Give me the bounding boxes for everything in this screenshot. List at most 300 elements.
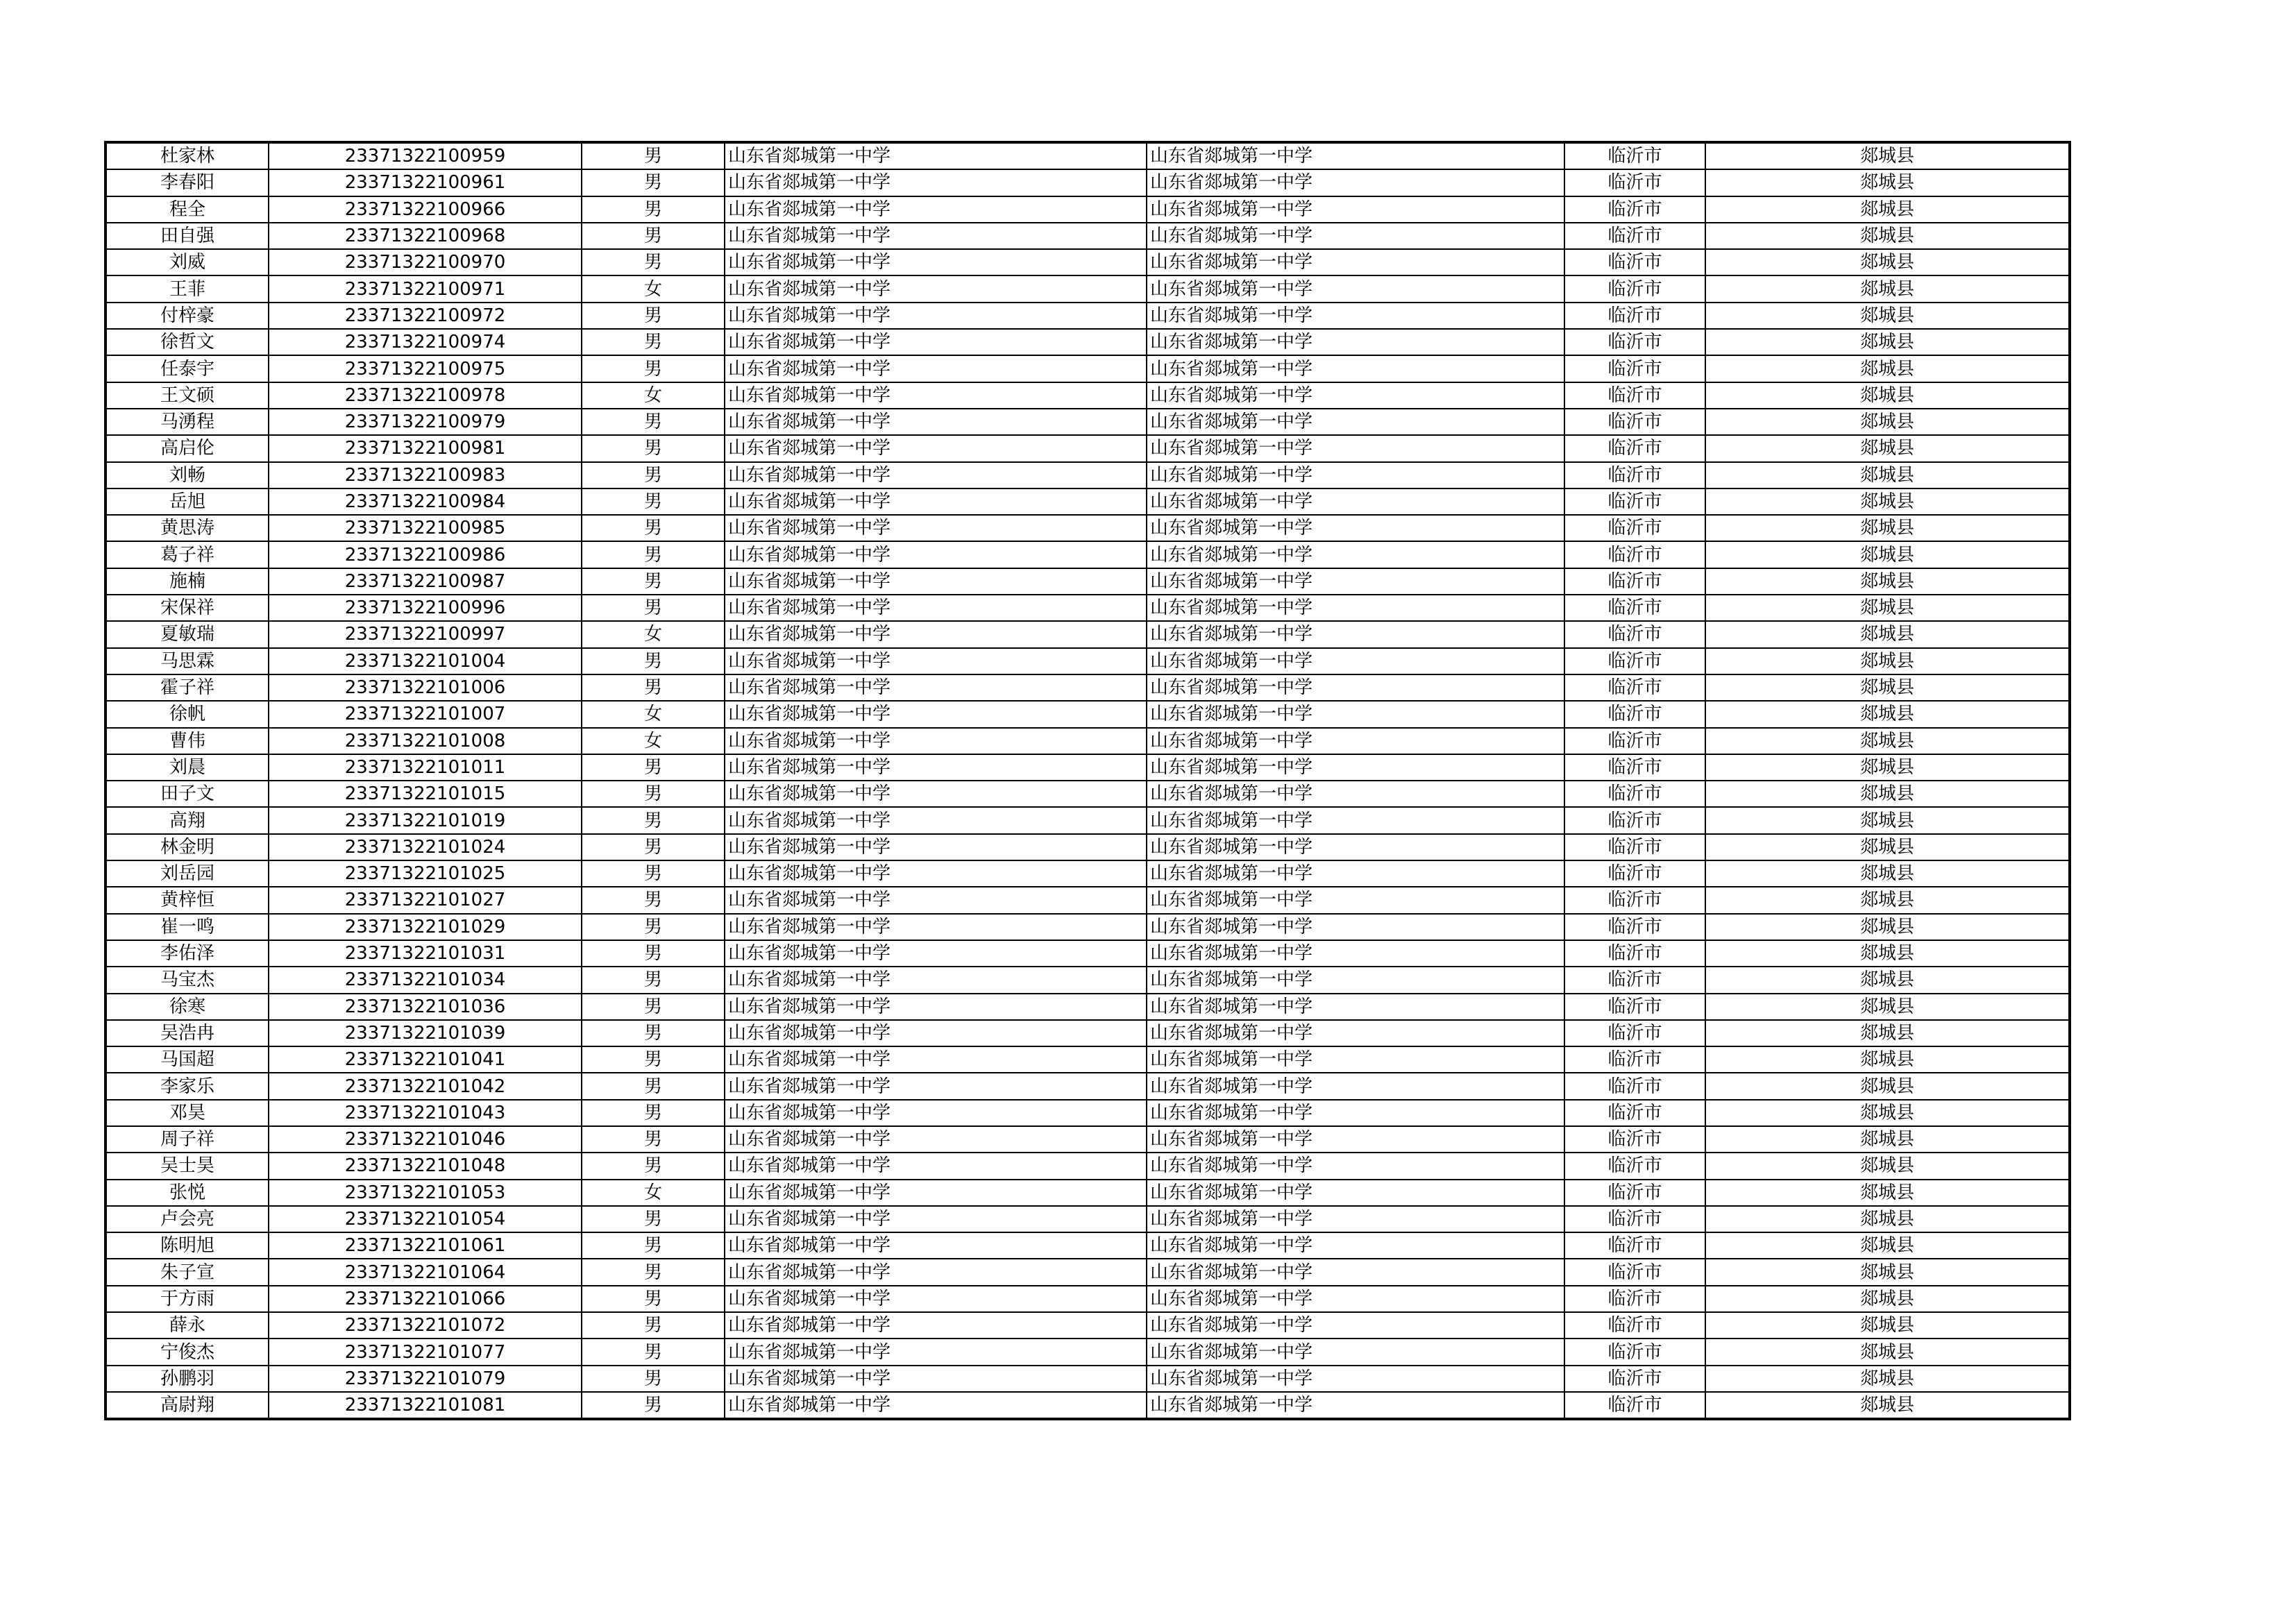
- gender-cell: 男: [582, 568, 725, 595]
- county-cell: 郯城县: [1705, 994, 2070, 1020]
- county-cell: 郯城县: [1705, 1232, 2070, 1259]
- exam-id-cell: 23371322101036: [269, 994, 582, 1020]
- county-cell: 郯城县: [1705, 648, 2070, 674]
- school-cell: 山东省郯城第一中学: [725, 914, 1147, 940]
- city-cell: 临沂市: [1564, 462, 1705, 488]
- school-cell-2: 山东省郯城第一中学: [1147, 382, 1564, 409]
- school-cell: 山东省郯城第一中学: [725, 275, 1147, 302]
- student-name-cell: 吴士昊: [105, 1153, 269, 1179]
- school-cell-2: 山东省郯城第一中学: [1147, 329, 1564, 355]
- city-cell: 临沂市: [1564, 409, 1705, 435]
- student-name-cell: 葛子祥: [105, 541, 269, 568]
- city-cell: 临沂市: [1564, 1339, 1705, 1365]
- school-cell-2: 山东省郯城第一中学: [1147, 648, 1564, 674]
- county-cell: 郯城县: [1705, 303, 2070, 329]
- city-cell: 临沂市: [1564, 728, 1705, 754]
- gender-cell: 男: [582, 1259, 725, 1285]
- school-cell-2: 山东省郯城第一中学: [1147, 807, 1564, 833]
- exam-id-cell: 23371322101048: [269, 1153, 582, 1179]
- gender-cell: 男: [582, 329, 725, 355]
- exam-id-cell: 23371322101008: [269, 728, 582, 754]
- city-cell: 临沂市: [1564, 1073, 1705, 1099]
- school-cell-2: 山东省郯城第一中学: [1147, 488, 1564, 515]
- school-cell-2: 山东省郯城第一中学: [1147, 887, 1564, 913]
- table-row: [105, 1073, 2070, 1099]
- student-name-cell: 吴浩冉: [105, 1020, 269, 1046]
- school-cell: 山东省郯城第一中学: [725, 409, 1147, 435]
- county-cell: 郯城县: [1705, 488, 2070, 515]
- school-cell-2: 山东省郯城第一中学: [1147, 1153, 1564, 1179]
- school-cell: 山东省郯城第一中学: [725, 488, 1147, 515]
- student-name-cell: 张悦: [105, 1180, 269, 1206]
- county-cell: 郯城县: [1705, 701, 2070, 727]
- school-cell: 山东省郯城第一中学: [725, 1180, 1147, 1206]
- city-cell: 临沂市: [1564, 648, 1705, 674]
- city-cell: 临沂市: [1564, 275, 1705, 302]
- gender-cell: 男: [582, 1366, 725, 1392]
- school-cell: 山东省郯城第一中学: [725, 1126, 1147, 1153]
- city-cell: 临沂市: [1564, 1180, 1705, 1206]
- exam-id-cell: 23371322101046: [269, 1126, 582, 1153]
- school-cell: 山东省郯城第一中学: [725, 1232, 1147, 1259]
- school-cell: 山东省郯城第一中学: [725, 994, 1147, 1020]
- gender-cell: 男: [582, 462, 725, 488]
- school-cell: 山东省郯城第一中学: [725, 382, 1147, 409]
- student-name-cell: 薛永: [105, 1312, 269, 1339]
- city-cell: 临沂市: [1564, 1153, 1705, 1179]
- student-name-cell: 卢会亮: [105, 1206, 269, 1232]
- school-cell-2: 山东省郯城第一中学: [1147, 142, 1564, 169]
- school-cell: 山东省郯城第一中学: [725, 303, 1147, 329]
- city-cell: 临沂市: [1564, 515, 1705, 541]
- school-cell: 山东省郯城第一中学: [725, 1366, 1147, 1392]
- school-cell: 山东省郯城第一中学: [725, 940, 1147, 967]
- county-cell: 郯城县: [1705, 1312, 2070, 1339]
- school-cell: 山东省郯城第一中学: [725, 1073, 1147, 1099]
- school-cell: 山东省郯城第一中学: [725, 1020, 1147, 1046]
- table-row: [105, 329, 2070, 355]
- city-cell: 临沂市: [1564, 355, 1705, 382]
- student-name-cell: 李家乐: [105, 1073, 269, 1099]
- student-name-cell: 刘威: [105, 249, 269, 275]
- table-row: [105, 382, 2070, 409]
- table-row: [105, 1312, 2070, 1339]
- city-cell: 临沂市: [1564, 807, 1705, 833]
- exam-id-cell: 23371322100975: [269, 355, 582, 382]
- county-cell: 郯城县: [1705, 1020, 2070, 1046]
- student-name-cell: 邓昊: [105, 1100, 269, 1126]
- student-name-cell: 施楠: [105, 568, 269, 595]
- table-row: [105, 674, 2070, 701]
- student-name-cell: 任泰宇: [105, 355, 269, 382]
- school-cell: 山东省郯城第一中学: [725, 648, 1147, 674]
- exam-id-cell: 23371322101061: [269, 1232, 582, 1259]
- gender-cell: 男: [582, 754, 725, 781]
- exam-id-cell: 23371322101041: [269, 1046, 582, 1073]
- city-cell: 临沂市: [1564, 488, 1705, 515]
- city-cell: 临沂市: [1564, 1232, 1705, 1259]
- gender-cell: 男: [582, 781, 725, 807]
- county-cell: 郯城县: [1705, 568, 2070, 595]
- table-row: [105, 994, 2070, 1020]
- county-cell: 郯城县: [1705, 409, 2070, 435]
- gender-cell: 男: [582, 249, 725, 275]
- school-cell: 山东省郯城第一中学: [725, 196, 1147, 223]
- county-cell: 郯城县: [1705, 914, 2070, 940]
- city-cell: 临沂市: [1564, 223, 1705, 249]
- table-row: [105, 275, 2070, 302]
- gender-cell: 男: [582, 1312, 725, 1339]
- student-name-cell: 程全: [105, 196, 269, 223]
- school-cell-2: 山东省郯城第一中学: [1147, 1046, 1564, 1073]
- city-cell: 临沂市: [1564, 1392, 1705, 1419]
- school-cell-2: 山东省郯城第一中学: [1147, 834, 1564, 860]
- student-name-cell: 马国超: [105, 1046, 269, 1073]
- table-row: [105, 1153, 2070, 1179]
- school-cell-2: 山东省郯城第一中学: [1147, 1392, 1564, 1419]
- student-name-cell: 马思霖: [105, 648, 269, 674]
- exam-id-cell: 23371322100985: [269, 515, 582, 541]
- gender-cell: 男: [582, 1100, 725, 1126]
- city-cell: 临沂市: [1564, 860, 1705, 887]
- county-cell: 郯城县: [1705, 621, 2070, 647]
- school-cell-2: 山东省郯城第一中学: [1147, 1259, 1564, 1285]
- exam-id-cell: 23371322100970: [269, 249, 582, 275]
- county-cell: 郯城县: [1705, 781, 2070, 807]
- school-cell: 山东省郯城第一中学: [725, 701, 1147, 727]
- county-cell: 郯城县: [1705, 807, 2070, 833]
- exam-id-cell: 23371322100971: [269, 275, 582, 302]
- student-name-cell: 黄思涛: [105, 515, 269, 541]
- table-row: [105, 355, 2070, 382]
- city-cell: 临沂市: [1564, 967, 1705, 993]
- student-name-cell: 周子祥: [105, 1126, 269, 1153]
- city-cell: 临沂市: [1564, 914, 1705, 940]
- table-row: [105, 409, 2070, 435]
- gender-cell: 女: [582, 382, 725, 409]
- school-cell: 山东省郯城第一中学: [725, 462, 1147, 488]
- school-cell: 山东省郯城第一中学: [725, 568, 1147, 595]
- student-name-cell: 田自强: [105, 223, 269, 249]
- school-cell-2: 山东省郯城第一中学: [1147, 515, 1564, 541]
- school-cell-2: 山东省郯城第一中学: [1147, 1366, 1564, 1392]
- table-row: [105, 303, 2070, 329]
- student-name-cell: 田子文: [105, 781, 269, 807]
- city-cell: 临沂市: [1564, 1020, 1705, 1046]
- table-row: [105, 940, 2070, 967]
- table-row: [105, 1259, 2070, 1285]
- exam-id-cell: 23371322100978: [269, 382, 582, 409]
- gender-cell: 男: [582, 1073, 725, 1099]
- county-cell: 郯城县: [1705, 196, 2070, 223]
- city-cell: 临沂市: [1564, 303, 1705, 329]
- exam-id-cell: 23371322101034: [269, 967, 582, 993]
- table-row: [105, 807, 2070, 833]
- exam-id-cell: 23371322100987: [269, 568, 582, 595]
- gender-cell: 男: [582, 994, 725, 1020]
- student-name-cell: 徐寒: [105, 994, 269, 1020]
- school-cell-2: 山东省郯城第一中学: [1147, 701, 1564, 727]
- exam-id-cell: 23371322100959: [269, 142, 582, 169]
- table-row: [105, 860, 2070, 887]
- county-cell: 郯城县: [1705, 249, 2070, 275]
- gender-cell: 男: [582, 834, 725, 860]
- table-row: [105, 1339, 2070, 1365]
- table-row: [105, 1392, 2070, 1419]
- table-row: [105, 701, 2070, 727]
- school-cell-2: 山东省郯城第一中学: [1147, 435, 1564, 461]
- exam-id-cell: 23371322101081: [269, 1392, 582, 1419]
- table-row: [105, 621, 2070, 647]
- school-cell-2: 山东省郯城第一中学: [1147, 728, 1564, 754]
- exam-id-cell: 23371322100974: [269, 329, 582, 355]
- table-row: [105, 1232, 2070, 1259]
- school-cell-2: 山东省郯城第一中学: [1147, 462, 1564, 488]
- city-cell: 临沂市: [1564, 142, 1705, 169]
- exam-id-cell: 23371322101039: [269, 1020, 582, 1046]
- county-cell: 郯城县: [1705, 1046, 2070, 1073]
- city-cell: 临沂市: [1564, 701, 1705, 727]
- table-row: [105, 887, 2070, 913]
- student-name-cell: 王文硕: [105, 382, 269, 409]
- gender-cell: 男: [582, 1046, 725, 1073]
- school-cell-2: 山东省郯城第一中学: [1147, 1180, 1564, 1206]
- gender-cell: 男: [582, 648, 725, 674]
- table-row: [105, 648, 2070, 674]
- table-row: [105, 914, 2070, 940]
- exam-id-cell: 23371322100996: [269, 595, 582, 621]
- school-cell: 山东省郯城第一中学: [725, 1153, 1147, 1179]
- school-cell-2: 山东省郯城第一中学: [1147, 674, 1564, 701]
- county-cell: 郯城县: [1705, 329, 2070, 355]
- school-cell-2: 山东省郯城第一中学: [1147, 169, 1564, 196]
- table-row: [105, 834, 2070, 860]
- student-name-cell: 宁俊杰: [105, 1339, 269, 1365]
- city-cell: 临沂市: [1564, 329, 1705, 355]
- student-name-cell: 高尉翔: [105, 1392, 269, 1419]
- school-cell: 山东省郯城第一中学: [725, 754, 1147, 781]
- table-row: [105, 435, 2070, 461]
- student-name-cell: 高启伦: [105, 435, 269, 461]
- student-name-cell: 宋保祥: [105, 595, 269, 621]
- school-cell: 山东省郯城第一中学: [725, 674, 1147, 701]
- school-cell: 山东省郯城第一中学: [725, 1286, 1147, 1312]
- school-cell: 山东省郯城第一中学: [725, 223, 1147, 249]
- gender-cell: 男: [582, 1232, 725, 1259]
- student-name-cell: 高翔: [105, 807, 269, 833]
- city-cell: 临沂市: [1564, 754, 1705, 781]
- city-cell: 临沂市: [1564, 674, 1705, 701]
- city-cell: 临沂市: [1564, 1259, 1705, 1285]
- exam-id-cell: 23371322101006: [269, 674, 582, 701]
- school-cell: 山东省郯城第一中学: [725, 728, 1147, 754]
- school-cell-2: 山东省郯城第一中学: [1147, 754, 1564, 781]
- exam-id-cell: 23371322101011: [269, 754, 582, 781]
- county-cell: 郯城县: [1705, 1073, 2070, 1099]
- school-cell: 山东省郯城第一中学: [725, 621, 1147, 647]
- table-row: [105, 1206, 2070, 1232]
- exam-id-cell: 23371322100997: [269, 621, 582, 647]
- student-name-cell: 陈明旭: [105, 1232, 269, 1259]
- school-cell: 山东省郯城第一中学: [725, 781, 1147, 807]
- table-row: [105, 169, 2070, 196]
- school-cell: 山东省郯城第一中学: [725, 355, 1147, 382]
- school-cell: 山东省郯城第一中学: [725, 1046, 1147, 1073]
- exam-id-cell: 23371322101007: [269, 701, 582, 727]
- exam-id-cell: 23371322100961: [269, 169, 582, 196]
- gender-cell: 男: [582, 967, 725, 993]
- exam-id-cell: 23371322101029: [269, 914, 582, 940]
- school-cell: 山东省郯城第一中学: [725, 1312, 1147, 1339]
- county-cell: 郯城县: [1705, 541, 2070, 568]
- student-name-cell: 崔一鸣: [105, 914, 269, 940]
- exam-id-cell: 23371322101004: [269, 648, 582, 674]
- student-name-cell: 徐帆: [105, 701, 269, 727]
- city-cell: 临沂市: [1564, 940, 1705, 967]
- county-cell: 郯城县: [1705, 142, 2070, 169]
- school-cell: 山东省郯城第一中学: [725, 1392, 1147, 1419]
- school-cell-2: 山东省郯城第一中学: [1147, 1020, 1564, 1046]
- student-name-cell: 马宝杰: [105, 967, 269, 993]
- school-cell-2: 山东省郯城第一中学: [1147, 1126, 1564, 1153]
- exam-id-cell: 23371322101079: [269, 1366, 582, 1392]
- school-cell: 山东省郯城第一中学: [725, 435, 1147, 461]
- student-name-cell: 于方雨: [105, 1286, 269, 1312]
- school-cell: 山东省郯城第一中学: [725, 249, 1147, 275]
- gender-cell: 男: [582, 940, 725, 967]
- table-row: [105, 1126, 2070, 1153]
- city-cell: 临沂市: [1564, 541, 1705, 568]
- table-row: [105, 781, 2070, 807]
- gender-cell: 男: [582, 196, 725, 223]
- table-row: [105, 1366, 2070, 1392]
- city-cell: 临沂市: [1564, 1100, 1705, 1126]
- county-cell: 郯城县: [1705, 887, 2070, 913]
- school-cell-2: 山东省郯城第一中学: [1147, 1073, 1564, 1099]
- county-cell: 郯城县: [1705, 1286, 2070, 1312]
- city-cell: 临沂市: [1564, 781, 1705, 807]
- gender-cell: 女: [582, 728, 725, 754]
- student-name-cell: 孙鹏羽: [105, 1366, 269, 1392]
- city-cell: 临沂市: [1564, 887, 1705, 913]
- school-cell: 山东省郯城第一中学: [725, 329, 1147, 355]
- gender-cell: 男: [582, 1339, 725, 1365]
- gender-cell: 男: [582, 515, 725, 541]
- exam-id-cell: 23371322101066: [269, 1286, 582, 1312]
- school-cell-2: 山东省郯城第一中学: [1147, 994, 1564, 1020]
- table-row: [105, 1286, 2070, 1312]
- gender-cell: 男: [582, 303, 725, 329]
- school-cell: 山东省郯城第一中学: [725, 515, 1147, 541]
- school-cell: 山东省郯城第一中学: [725, 541, 1147, 568]
- gender-cell: 男: [582, 595, 725, 621]
- exam-id-cell: 23371322101053: [269, 1180, 582, 1206]
- exam-id-cell: 23371322100983: [269, 462, 582, 488]
- gender-cell: 男: [582, 1392, 725, 1419]
- exam-id-cell: 23371322101027: [269, 887, 582, 913]
- school-cell-2: 山东省郯城第一中学: [1147, 967, 1564, 993]
- city-cell: 临沂市: [1564, 1286, 1705, 1312]
- city-cell: 临沂市: [1564, 1046, 1705, 1073]
- school-cell: 山东省郯城第一中学: [725, 1206, 1147, 1232]
- exam-id-cell: 23371322100984: [269, 488, 582, 515]
- school-cell-2: 山东省郯城第一中学: [1147, 196, 1564, 223]
- gender-cell: 男: [582, 541, 725, 568]
- gender-cell: 男: [582, 1286, 725, 1312]
- table-row: [105, 196, 2070, 223]
- student-name-cell: 刘岳园: [105, 860, 269, 887]
- table-body: [105, 142, 2070, 1419]
- school-cell-2: 山东省郯城第一中学: [1147, 223, 1564, 249]
- student-name-cell: 马湧程: [105, 409, 269, 435]
- city-cell: 临沂市: [1564, 1366, 1705, 1392]
- table-row: [105, 595, 2070, 621]
- school-cell: 山东省郯城第一中学: [725, 834, 1147, 860]
- school-cell: 山东省郯城第一中学: [725, 1259, 1147, 1285]
- table-row: [105, 1180, 2070, 1206]
- exam-id-cell: 23371322101015: [269, 781, 582, 807]
- exam-id-cell: 23371322101024: [269, 834, 582, 860]
- gender-cell: 男: [582, 1206, 725, 1232]
- county-cell: 郯城县: [1705, 223, 2070, 249]
- county-cell: 郯城县: [1705, 967, 2070, 993]
- county-cell: 郯城县: [1705, 355, 2070, 382]
- exam-id-cell: 23371322100979: [269, 409, 582, 435]
- gender-cell: 女: [582, 701, 725, 727]
- table-row: [105, 728, 2070, 754]
- county-cell: 郯城县: [1705, 1126, 2070, 1153]
- student-name-cell: 刘晨: [105, 754, 269, 781]
- student-list-table: [104, 141, 2071, 1420]
- table-row: [105, 1100, 2070, 1126]
- student-name-cell: 曹伟: [105, 728, 269, 754]
- school-cell: 山东省郯城第一中学: [725, 887, 1147, 913]
- exam-id-cell: 23371322101042: [269, 1073, 582, 1099]
- exam-id-cell: 23371322100966: [269, 196, 582, 223]
- student-name-cell: 刘畅: [105, 462, 269, 488]
- city-cell: 临沂市: [1564, 1206, 1705, 1232]
- table-row: [105, 142, 2070, 169]
- exam-id-cell: 23371322101064: [269, 1259, 582, 1285]
- county-cell: 郯城县: [1705, 674, 2070, 701]
- school-cell: 山东省郯城第一中学: [725, 1100, 1147, 1126]
- gender-cell: 男: [582, 860, 725, 887]
- exam-id-cell: 23371322100981: [269, 435, 582, 461]
- city-cell: 临沂市: [1564, 196, 1705, 223]
- exam-id-cell: 23371322100968: [269, 223, 582, 249]
- county-cell: 郯城县: [1705, 1366, 2070, 1392]
- gender-cell: 男: [582, 807, 725, 833]
- gender-cell: 男: [582, 1126, 725, 1153]
- school-cell-2: 山东省郯城第一中学: [1147, 940, 1564, 967]
- student-name-cell: 李佑泽: [105, 940, 269, 967]
- county-cell: 郯城县: [1705, 1180, 2070, 1206]
- exam-id-cell: 23371322100972: [269, 303, 582, 329]
- school-cell: 山东省郯城第一中学: [725, 142, 1147, 169]
- school-cell: 山东省郯城第一中学: [725, 967, 1147, 993]
- exam-id-cell: 23371322101077: [269, 1339, 582, 1365]
- gender-cell: 男: [582, 1153, 725, 1179]
- school-cell-2: 山东省郯城第一中学: [1147, 595, 1564, 621]
- school-cell-2: 山东省郯城第一中学: [1147, 1312, 1564, 1339]
- city-cell: 临沂市: [1564, 834, 1705, 860]
- county-cell: 郯城县: [1705, 1339, 2070, 1365]
- city-cell: 临沂市: [1564, 595, 1705, 621]
- county-cell: 郯城县: [1705, 860, 2070, 887]
- student-name-cell: 林金明: [105, 834, 269, 860]
- student-name-cell: 夏敏瑞: [105, 621, 269, 647]
- school-cell: 山东省郯城第一中学: [725, 807, 1147, 833]
